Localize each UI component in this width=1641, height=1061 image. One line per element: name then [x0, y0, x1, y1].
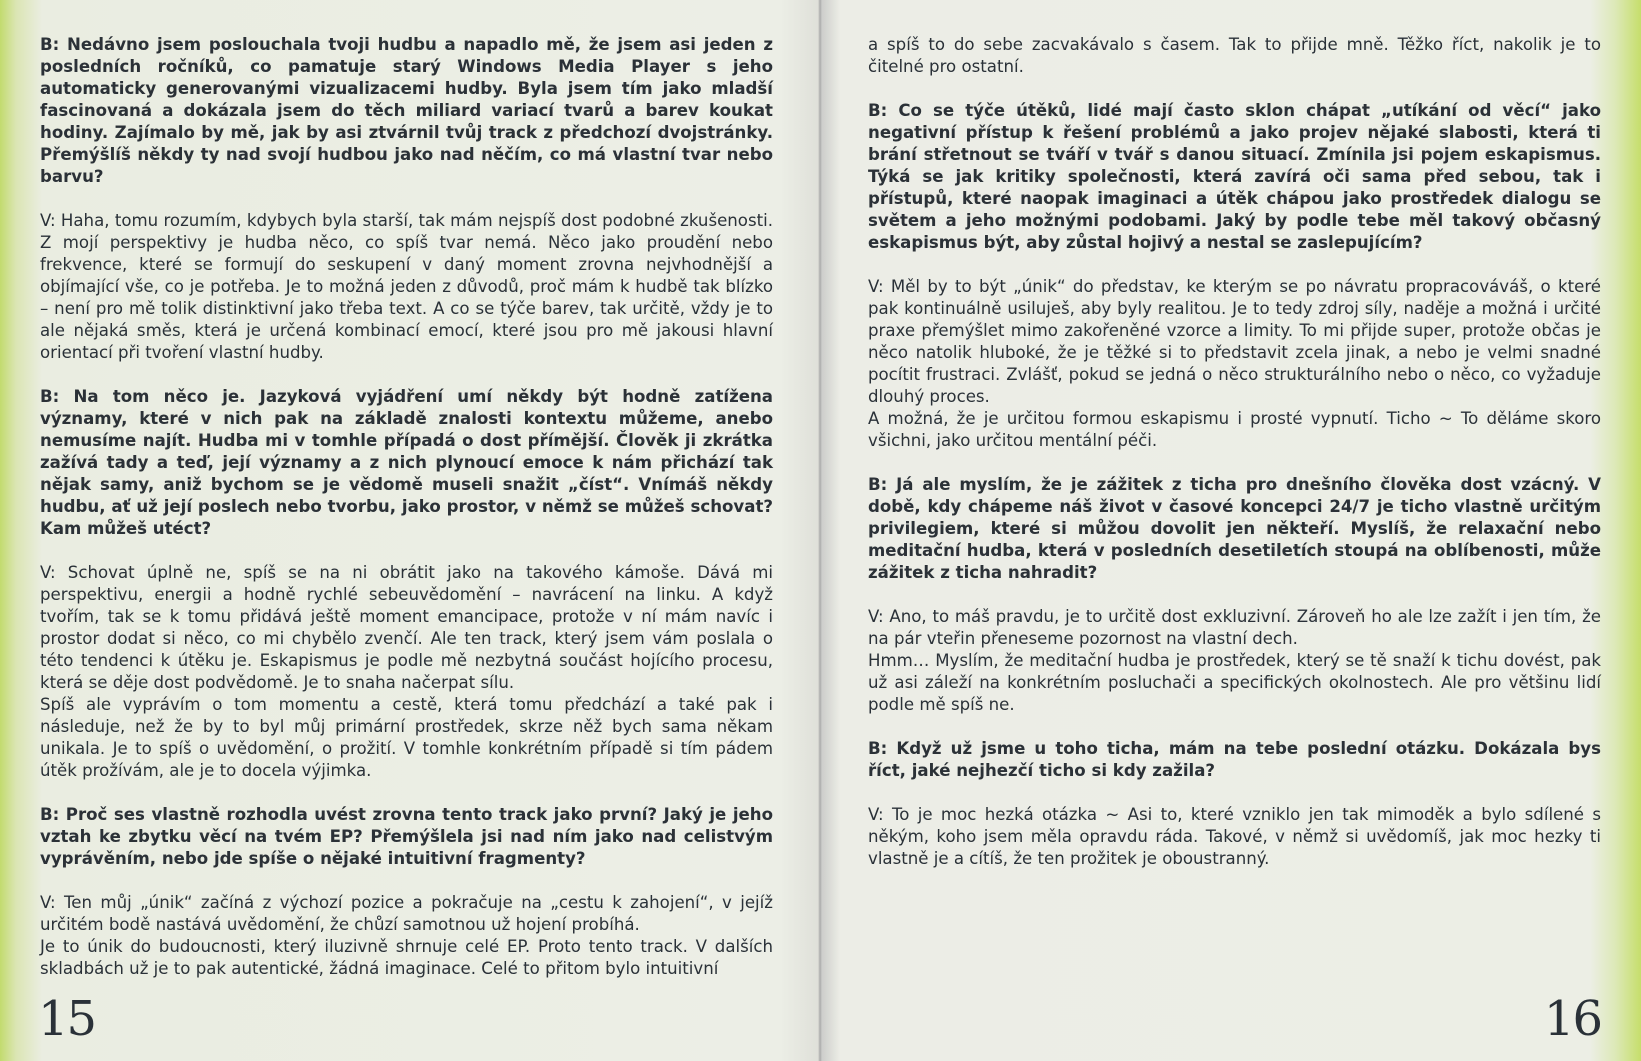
answer-paragraph: Spíš ale vyprávím o tom momentu a cestě, která tomu předchází a také pak i následuje, než že by to byl můj primární prostředek, skrze něž bych sama někam unikala. Je to spíš o uvědomění, o prožití. V tomhle konkrétním případě si tím pádem útěk prožívám, ale je to docela výjimka. [40, 695, 773, 780]
question-paragraph: B: Nedávno jsem poslouchala tvoji hudbu a napadlo mě, že jsem asi jeden z posledních ročníků, co pamatuje starý Windows Media Player s jeho automaticky generovanými vizualizacemi hudby. Byla jsem tím jako mladší fascinovaná a dokázala jsem do těch miliard variací tvarů a barev koukat hodiny. Zajímalo by mě, jak by asi ztvárnil tvůj track z předchozí dvojstránky. Přemýšlíš někdy ty nad svojí hudbou jako nad něčím, co má vlastní tvar nebo barvu? [40, 35, 773, 186]
answer-paragraph: V: To je moc hezká otázka ~ Asi to, které vzniklo jen tak mimoděk a bylo sdílené s někým, koho jsem měla opravdu ráda. Takové, v němž si uvědomíš, jak moc hezky ti vlastně je a cítíš, že ten prožitek je oboustranný. [868, 805, 1601, 868]
question-paragraph: B: Na tom něco je. Jazyková vyjádření umí někdy být hodně zatížena významy, které v nich pak na základě znalosti kontextu můžeme, anebo nemusíme najít. Hudba mi v tomhle případá o dost přímější. Člověk ji zkrátka zažívá tady a teď, její významy a z nich plynoucí emoce k nám přichází tak nějak samy, aniž bychom se je vědomě museli snažit „číst“. Vnímáš někdy hudbu, ať už její poslech nebo tvorbu, jako prostor, v němž se můžeš schovat? Kam můžeš utéct? [40, 387, 773, 538]
question-paragraph: B: Já ale myslím, že je zážitek z ticha pro dnešního člověka dost vzácný. V době, kdy chápeme náš život v časové koncepci 24/7 je ticho vlastně určitým privilegiem, které si můžou dovolit jen někteří. Myslíš, že relaxační nebo meditační hudba, která v posledních desetiletích stoupá na oblíbenosti, může zážitek z ticha nahradit? [868, 475, 1601, 582]
right-page [868, 34, 1601, 870]
left-page [40, 34, 773, 980]
answer-paragraph: V: Ten můj „únik“ začíná z výchozí pozice a pokračuje na „cestu k zahojení“, v jejíž určitém bodě nastává uvědomění, že chůzí samotnou už hojení probíhá. [40, 893, 773, 934]
question-paragraph: B: Proč ses vlastně rozhodla uvést zrovna tento track jako první? Jaký je jeho vztah ke zbytku věcí na tvém EP? Přemýšlela jsi nad ním jako nad celistvým vyprávěním, nebo jde spíše o nějaké intuitivní fragmenty? [40, 805, 773, 868]
answer-paragraph: V: Ano, to máš pravdu, je to určitě dost exkluzivní. Zároveň ho ale lze zažít i jen tím, že na pár vteřin přeneseme pozornost na vlastní dech. [868, 607, 1601, 648]
answer-paragraph: V: Měl by to být „únik“ do představ, ke kterým se po návratu propracováváš, o které pak kontinuálně usiluješ, aby byly realitou. Je to tedy zdroj síly, naděje a možná i určité praxe přemýšlet mimo zakořeněné vzorce a limity. To mi přijde super, protože občas je něco natolik hluboké, že je těžké si to představit zcela jinak, a nebo je velmi snadné pocítit frustraci. Zvlášť, pokud se jedná o něco strukturálního nebo o něco, co vyžaduje dlouhý proces. [868, 277, 1601, 406]
answer-paragraph: Je to únik do budoucnosti, který iluzivně shrnuje celé EP. Proto tento track. V dalších skladbách už je to pak autentické, žádná imaginace. Celé to přitom bylo intuitivní [40, 937, 773, 978]
answer-paragraph: V: Haha, tomu rozumím, kdybych byla starší, tak mám nejspíš dost podobné zkušenosti. Z mojí perspektivy je hudba něco, co spíš tvar nemá. Něco jako proudění nebo frekvence, které se formují do seskupení v daný moment zrovna nejvhodnější a objímající vše, co je potřeba. Je to možná jeden z důvodů, proč mám k hudbě tak blízko – není pro mě tolik distinktivní jako třeba text. A co se týče barev, tak určitě, vždy je to ale nějaká směs, která je určená kombinací emocí, které jsou pro mě jakousi hlavní orientací při tvoření vlastní hudby. [40, 211, 773, 362]
question-paragraph: B: Co se týče útěků, lidé mají často sklon chápat „utíkání od věcí“ jako negativní přístup k řešení problémů a jako projev nějaké slabosti, která ti brání střetnout se tváří v tvář s danou situací. Zmínila jsi pojem eskapismus. Týká se jak kritiky společnosti, která zavírá oči sama před sebou, tak i přístupů, které naopak imaginaci a útěk chápou jako prostředek dialogu se světem a jeho možnými podobami. Jaký by podle tebe měl takový občasný eskapismus být, aby zůstal hojivý a nestal se zaslepujícím? [868, 101, 1601, 252]
answer-paragraph: Hmm… Myslím, že meditační hudba je prostředek, který se tě snaží k tichu dovést, pak už asi záleží na konkrétním posluchači a specifických okolnostech. Ale pro většinu lidí podle mě spíš ne. [868, 651, 1601, 714]
answer-paragraph: A možná, že je určitou formou eskapismu i prosté vypnutí. Ticho ~ To děláme skoro všichni, jako určitou mentální péči. [868, 409, 1601, 450]
answer-paragraph: V: Schovat úplně ne, spíš se na ni obrátit jako na takového kámoše. Dává mi perspektivu, energii a hodně rychlé sebeuvědomění – navrácení na linku. A když tvořím, tak se k tomu přidává ještě moment emancipace, protože v ní mám navíc i prostor dodat si něco, co mi chybělo zvenčí. Ale ten track, který jsem vám poslala o této tendenci k útěku je. Eskapismus je podle mě nezbytná součást hojícího procesu, která se děje dost podvědomě. Je to snaha načerpat sílu. [40, 563, 773, 692]
page-number: 15 [38, 991, 96, 1047]
question-paragraph: B: Když už jsme u toho ticha, mám na tebe poslední otázku. Dokázala bys říct, jaké nejhezčí ticho si kdy zažila? [868, 739, 1601, 780]
page-number: 16 [1543, 991, 1601, 1047]
answer-paragraph: a spíš to do sebe zacvakávalo s časem. Tak to přijde mně. Těžko říct, nakolik je to čitelné pro ostatní. [868, 35, 1601, 76]
